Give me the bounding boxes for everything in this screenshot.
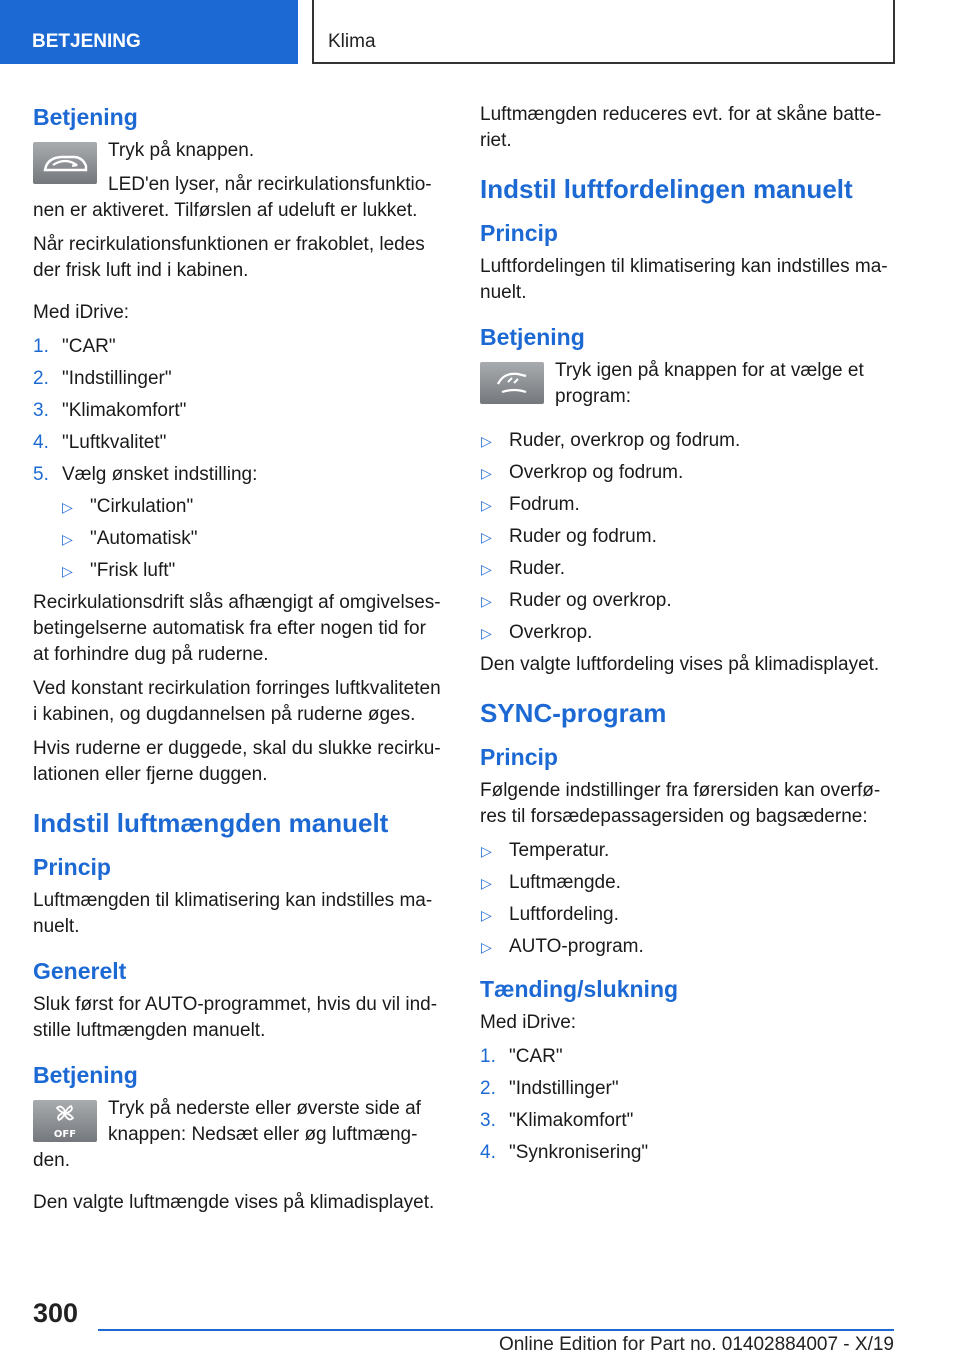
steps-list bbox=[480, 1044, 892, 1166]
list-item bbox=[480, 1108, 892, 1134]
list-item: ▷ Fodrum. bbox=[480, 492, 892, 518]
paragraph: Luftmængden til klimatisering kan indstilles ma- nuelt. bbox=[33, 890, 433, 937]
instruction-text: Tryk på knappen. bbox=[108, 140, 255, 161]
paragraph: Følgende indstillinger fra førersiden kan overfø- res til forsædepassagersiden og bagsæderne: bbox=[480, 780, 881, 827]
step-text: "CAR" bbox=[62, 336, 116, 357]
heading-luftmaengden: Indstil luftmængden manuelt bbox=[33, 808, 389, 838]
list-item: ▷ "Frisk luft" bbox=[33, 558, 445, 584]
fan-off-icon bbox=[33, 1100, 97, 1142]
instruction-text: Tryk på nederste eller øverste side af knappen: Nedsæt eller øg luftmæng- den. bbox=[33, 1098, 421, 1171]
list-item: ▷ Overkrop og fodrum. bbox=[480, 460, 892, 486]
list-item: ▷ Temperatur. bbox=[480, 838, 892, 864]
header-section-tab bbox=[0, 0, 298, 64]
recirculation-icon bbox=[33, 142, 97, 184]
step-text: "Klimakomfort" bbox=[62, 400, 187, 421]
triangle-bullet-icon: ▷ bbox=[62, 499, 73, 515]
step-text: "CAR" bbox=[509, 1046, 563, 1067]
list-item: ▷ Luftfordeling. bbox=[480, 902, 892, 928]
header-section-label: BETJENING bbox=[32, 31, 141, 52]
list-item bbox=[33, 462, 445, 488]
heading-betjening: Betjening bbox=[33, 104, 138, 130]
air-distribution-icon bbox=[480, 362, 544, 404]
triangle-bullet-icon: ▷ bbox=[481, 939, 492, 955]
sub-options-list bbox=[33, 494, 445, 584]
step-number: 1. bbox=[33, 336, 49, 357]
header-chapter-label: Klima bbox=[328, 31, 376, 52]
heading-princip: Princip bbox=[480, 744, 558, 770]
paragraph: Med iDrive: bbox=[33, 302, 130, 323]
paragraph: Hvis ruderne er duggede, skal du slukke recirku- lationen eller fjerne duggen. bbox=[33, 738, 441, 785]
paragraph: Den valgte luftmængde vises på klimadisplayet. bbox=[33, 1192, 435, 1213]
instruction-text: Tryk igen på knappen for at vælge et program: bbox=[555, 360, 864, 407]
page-number: 300 bbox=[33, 1298, 79, 1328]
list-item: ▷ Ruder. bbox=[480, 556, 892, 582]
paragraph: Når recirkulationsfunktionen er frakoblet, ledes der frisk luft ind i kabinen. bbox=[33, 234, 425, 281]
header-chapter-box bbox=[312, 0, 895, 64]
paragraph: Luftfordelingen til klimatisering kan indstilles ma- nuelt. bbox=[480, 256, 888, 303]
step-text: "Indstillinger" bbox=[509, 1078, 619, 1099]
icon-instruction bbox=[33, 1096, 445, 1182]
list-item: ▷ Ruder og overkrop. bbox=[480, 588, 892, 614]
list-item bbox=[480, 1076, 892, 1102]
step-number: 4. bbox=[33, 432, 49, 453]
triangle-bullet-icon: ▷ bbox=[481, 497, 492, 513]
list-item: ▷ "Cirkulation" bbox=[33, 494, 445, 520]
step-text: "Klimakomfort" bbox=[509, 1110, 634, 1131]
sync-list bbox=[480, 838, 892, 960]
paragraph: Med iDrive: bbox=[480, 1012, 577, 1033]
step-text: "Synkronisering" bbox=[509, 1142, 649, 1163]
list-item: ▷ Ruder, overkrop og fodrum. bbox=[480, 428, 892, 454]
list-item: ▷ Overkrop. bbox=[480, 620, 892, 646]
list-item: ▷ AUTO-program. bbox=[480, 934, 892, 960]
list-item: ▷ "Automatisk" bbox=[33, 526, 445, 552]
triangle-bullet-icon: ▷ bbox=[481, 907, 492, 923]
triangle-bullet-icon: ▷ bbox=[481, 529, 492, 545]
paragraph: Recirkulationsdrift slås afhængigt af omgivelses- betingelserne automatisk fra efter nogen tid for at forhindre dug på ruderne. bbox=[33, 592, 441, 665]
list-item bbox=[480, 1140, 892, 1166]
triangle-bullet-icon: ▷ bbox=[62, 563, 73, 579]
heading-sync: SYNC-program bbox=[480, 698, 667, 728]
paragraph: Sluk først for AUTO-programmet, hvis du vil ind- stille luftmængden manuelt. bbox=[33, 994, 438, 1041]
heading-princip: Princip bbox=[480, 220, 558, 246]
step-number: 4. bbox=[480, 1142, 496, 1163]
heading-betjening: Betjening bbox=[480, 324, 585, 350]
heading-betjening: Betjening bbox=[33, 1062, 138, 1088]
icon-instruction bbox=[480, 358, 892, 418]
list-item bbox=[33, 334, 445, 360]
step-number: 3. bbox=[33, 400, 49, 421]
left-column bbox=[33, 102, 445, 1224]
step-number: 1. bbox=[480, 1046, 496, 1067]
steps-list bbox=[33, 334, 445, 488]
list-item bbox=[33, 430, 445, 456]
triangle-bullet-icon: ▷ bbox=[481, 843, 492, 859]
step-text: Vælg ønsket indstilling: bbox=[62, 464, 258, 485]
step-number: 5. bbox=[33, 464, 49, 485]
step-number: 3. bbox=[480, 1110, 496, 1131]
paragraph: Den valgte luftfordeling vises på klimadisplayet. bbox=[480, 654, 880, 675]
triangle-bullet-icon: ▷ bbox=[481, 625, 492, 641]
triangle-bullet-icon: ▷ bbox=[481, 593, 492, 609]
list-item bbox=[480, 1044, 892, 1070]
list-item bbox=[33, 366, 445, 392]
step-text: "Luftkvalitet" bbox=[62, 432, 167, 453]
heading-generelt: Generelt bbox=[33, 958, 127, 984]
triangle-bullet-icon: ▷ bbox=[481, 433, 492, 449]
program-list bbox=[480, 428, 892, 646]
list-item: ▷ Luftmængde. bbox=[480, 870, 892, 896]
list-item bbox=[33, 398, 445, 424]
icon-instruction bbox=[33, 138, 445, 232]
list-item: ▷ Ruder og fodrum. bbox=[480, 524, 892, 550]
heading-taending: Tænding/slukning bbox=[480, 976, 679, 1002]
triangle-bullet-icon: ▷ bbox=[481, 465, 492, 481]
heading-princip: Princip bbox=[33, 854, 111, 880]
triangle-bullet-icon: ▷ bbox=[481, 875, 492, 891]
step-number: 2. bbox=[33, 368, 49, 389]
right-column bbox=[480, 102, 892, 1172]
edition-text: Online Edition for Part no. 01402884007 - X/19 bbox=[498, 1334, 894, 1355]
step-number: 2. bbox=[480, 1078, 496, 1099]
footer-divider bbox=[98, 1329, 894, 1331]
step-text: "Indstillinger" bbox=[62, 368, 172, 389]
triangle-bullet-icon: ▷ bbox=[481, 561, 492, 577]
heading-luftfordelingen: Indstil luftfordelingen manuelt bbox=[480, 174, 853, 204]
paragraph: Luftmængden reduceres evt. for at skåne batte- riet. bbox=[480, 104, 882, 151]
paragraph: Ved konstant recirkulation forringes luftkvaliteten i kabinen, og dugdannelsen på ruderne øges. bbox=[33, 678, 441, 725]
svg-text:OFF: OFF bbox=[53, 1129, 77, 1140]
paragraph: LED'en lyser, når recirkulationsfunktio- nen er aktiveret. Tilførslen af udeluft er lukket. bbox=[33, 174, 432, 221]
triangle-bullet-icon: ▷ bbox=[62, 531, 73, 547]
